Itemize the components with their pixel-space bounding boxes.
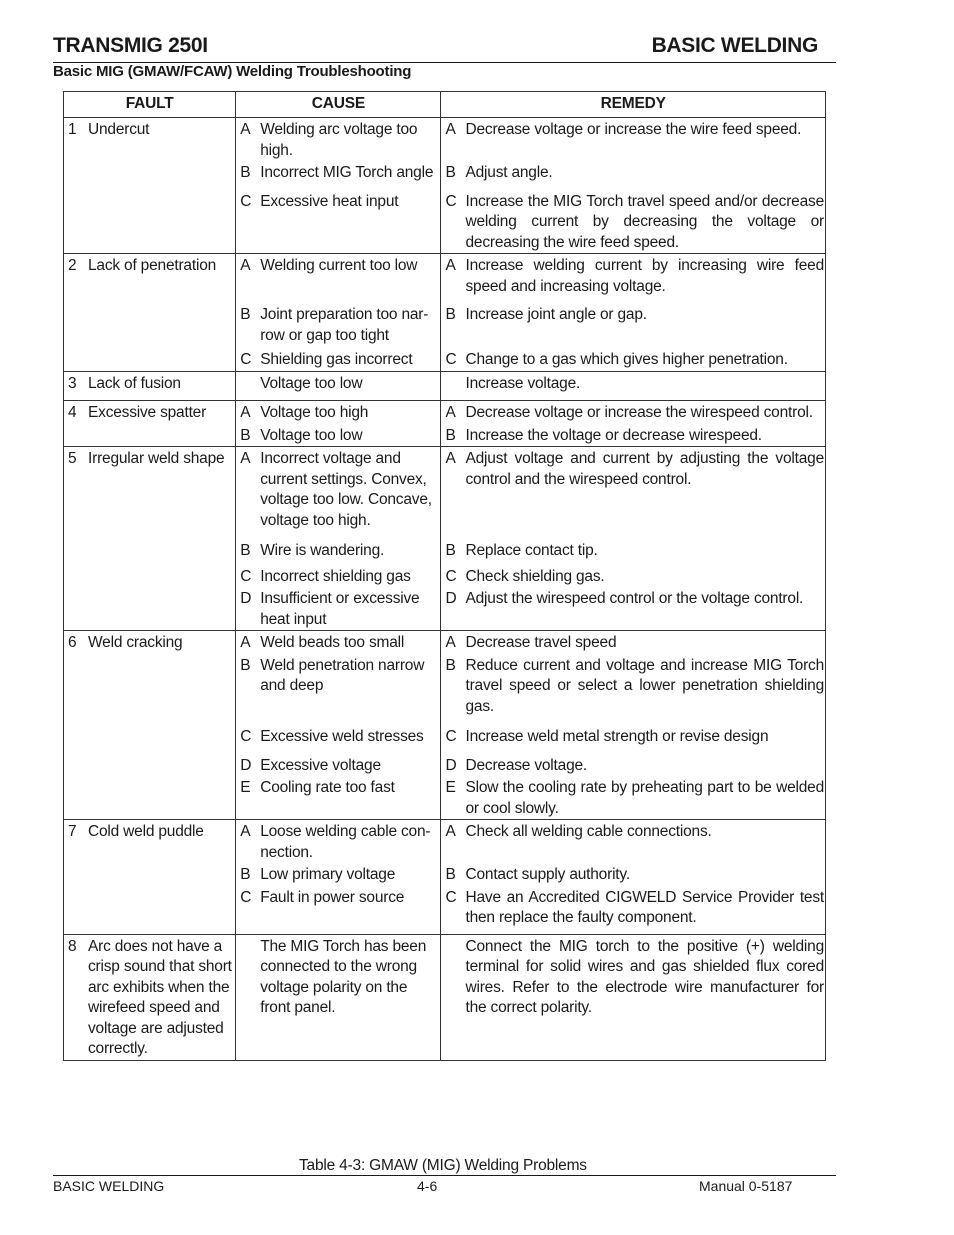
remedy-entry-text: Have an Accredited CIGWELD Service Provider test then replace the faulty component. bbox=[465, 888, 824, 926]
remedy-cell bbox=[441, 447, 826, 540]
cause-cell bbox=[236, 118, 441, 162]
cause-cell bbox=[236, 348, 441, 371]
remedy-entry-key bbox=[445, 374, 465, 395]
remedy-entry-key: C bbox=[445, 888, 457, 906]
remedy-entry bbox=[441, 654, 825, 718]
cause-entry bbox=[236, 754, 440, 777]
fault-entry-key: 7 bbox=[68, 823, 77, 840]
remedy-entry-text: Decrease voltage or increase the wirespeed control. bbox=[465, 404, 813, 421]
cause-cell bbox=[236, 587, 441, 631]
fault-entry-key: 6 bbox=[68, 634, 77, 651]
remedy-entry-text: Contact supply authority. bbox=[465, 866, 630, 883]
remedy-cell bbox=[441, 539, 826, 565]
cause-cell bbox=[236, 254, 441, 304]
cause-entry bbox=[236, 565, 440, 588]
fault-entry-key: 1 bbox=[68, 121, 77, 138]
remedy-entry bbox=[441, 161, 825, 184]
column-header-remedy: REMEDY bbox=[441, 92, 826, 118]
fault-cell bbox=[64, 118, 236, 254]
cause-cell bbox=[236, 303, 441, 348]
cause-entry bbox=[236, 776, 440, 799]
fault-cell bbox=[64, 447, 236, 631]
remedy-entry bbox=[441, 863, 825, 886]
fault-entry-key: 8 bbox=[68, 937, 77, 955]
remedy-entry bbox=[441, 587, 825, 610]
cause-cell bbox=[236, 776, 441, 820]
fault-cell bbox=[64, 254, 236, 372]
remedy-cell bbox=[441, 754, 826, 777]
remedy-entry bbox=[441, 886, 825, 929]
fault-cell bbox=[64, 631, 236, 820]
table-row bbox=[64, 447, 826, 540]
remedy-entry-key: B bbox=[445, 426, 456, 444]
remedy-entry bbox=[441, 820, 825, 843]
fault-entry-text: Lack of penetration bbox=[88, 257, 217, 274]
remedy-entry bbox=[441, 401, 825, 424]
remedy-entry bbox=[441, 725, 825, 748]
fault-entry-key: 3 bbox=[68, 374, 77, 392]
cause-entry-key: A bbox=[240, 823, 251, 840]
cause-cell bbox=[236, 371, 441, 401]
cause-entry-key: D bbox=[240, 590, 252, 607]
table-row bbox=[64, 934, 826, 1060]
remedy-entry-key: B bbox=[445, 656, 456, 674]
cause-entry bbox=[236, 401, 440, 424]
cause-cell bbox=[236, 447, 441, 540]
remedy-cell bbox=[441, 654, 826, 726]
remedy-entry-text: Increase joint angle or gap. bbox=[465, 306, 647, 323]
fault-entry-text: Irregular weld shape bbox=[88, 450, 225, 467]
remedy-entry bbox=[441, 631, 825, 654]
table-row bbox=[64, 631, 826, 654]
table-caption: Table 4-3: GMAW (MIG) Welding Problems bbox=[299, 1157, 587, 1174]
header-title-right: BASIC WELDING bbox=[651, 34, 818, 57]
remedy-cell bbox=[441, 587, 826, 631]
cause-entry-text: Incorrect shielding gas bbox=[260, 567, 411, 585]
remedy-entry-text: Decrease voltage. bbox=[465, 756, 588, 774]
fault-entry bbox=[64, 254, 235, 277]
remedy-cell bbox=[441, 565, 826, 588]
cause-cell bbox=[236, 754, 441, 777]
remedy-entry-key: A bbox=[445, 257, 456, 274]
cause-entry-key: C bbox=[240, 192, 252, 210]
remedy-cell bbox=[441, 886, 826, 935]
cause-entry-text: Excessive voltage bbox=[260, 756, 381, 774]
cause-entry-key: A bbox=[240, 450, 251, 467]
remedy-entry-key: B bbox=[445, 542, 456, 559]
remedy-entry-text: Increase the voltage or decrease wirespeed. bbox=[465, 426, 762, 444]
remedy-entry-key: B bbox=[445, 164, 456, 181]
troubleshooting-table bbox=[63, 91, 826, 1061]
footer-manual-number: Manual 0-5187 bbox=[699, 1178, 793, 1194]
cause-entry-key: A bbox=[240, 257, 251, 274]
cause-entry-key: B bbox=[240, 164, 251, 181]
remedy-entry bbox=[441, 372, 825, 395]
fault-entry-text: Arc does not have a crisp sound that short arc exhibits when the wirefeed speed and voltage are adjusted correctly. bbox=[88, 937, 232, 1057]
cause-entry-key: C bbox=[240, 888, 252, 906]
remedy-entry bbox=[441, 424, 825, 447]
cause-entry bbox=[236, 190, 440, 213]
cause-entry bbox=[236, 631, 440, 654]
remedy-cell bbox=[441, 190, 826, 254]
cause-entry bbox=[236, 654, 440, 697]
cause-entry bbox=[236, 587, 440, 630]
cause-cell bbox=[236, 886, 441, 935]
cause-cell bbox=[236, 161, 441, 190]
cause-entry-text: Voltage too low bbox=[260, 374, 363, 392]
cause-entry-text: Low primary voltage bbox=[260, 866, 396, 883]
remedy-entry-key: C bbox=[445, 192, 457, 210]
remedy-entry-key: D bbox=[445, 590, 457, 607]
remedy-cell bbox=[441, 863, 826, 886]
cause-entry bbox=[236, 539, 440, 562]
cause-entry bbox=[236, 161, 440, 184]
cause-cell bbox=[236, 934, 441, 1060]
cause-cell bbox=[236, 424, 441, 447]
remedy-entry bbox=[441, 539, 825, 562]
cause-entry-key: B bbox=[240, 426, 251, 444]
cause-entry-text: Loose welding cable con-nection. bbox=[260, 823, 431, 861]
cause-entry-text: Wire is wandering. bbox=[260, 542, 385, 559]
remedy-cell bbox=[441, 725, 826, 754]
remedy-cell bbox=[441, 776, 826, 820]
table-row bbox=[64, 254, 826, 304]
remedy-entry bbox=[441, 348, 825, 371]
fault-entry-key: 2 bbox=[68, 257, 77, 274]
remedy-entry-key bbox=[445, 937, 465, 1019]
cause-entry-text: Voltage too low bbox=[260, 426, 363, 444]
cause-entry-text: The MIG Torch has been connected to the wrong voltage polarity on the front panel. bbox=[260, 937, 427, 1016]
remedy-entry-text: Increase welding current by increasing wire feed speed and increasing voltage. bbox=[465, 257, 824, 295]
remedy-cell bbox=[441, 118, 826, 162]
remedy-entry bbox=[441, 254, 825, 297]
fault-entry bbox=[64, 631, 235, 654]
cause-entry-key: A bbox=[240, 121, 251, 138]
cause-entry-text: Incorrect MIG Torch angle bbox=[260, 164, 434, 181]
cause-entry-key bbox=[240, 937, 260, 1019]
cause-entry-key bbox=[240, 374, 260, 395]
remedy-entry-key: A bbox=[445, 404, 456, 421]
remedy-entry-key: A bbox=[445, 823, 456, 840]
cause-entry bbox=[236, 886, 440, 909]
remedy-entry bbox=[441, 776, 825, 819]
cause-entry-key: E bbox=[240, 779, 251, 796]
fault-entry bbox=[64, 118, 235, 141]
fault-entry bbox=[64, 447, 235, 470]
remedy-entry-key: A bbox=[445, 450, 456, 467]
cause-entry-text: Welding arc voltage too high. bbox=[260, 121, 418, 159]
remedy-entry-key: C bbox=[445, 567, 457, 585]
column-header-fault: FAULT bbox=[64, 92, 236, 118]
cause-cell bbox=[236, 539, 441, 565]
cause-entry-text: Joint preparation too nar-row or gap too tight bbox=[260, 306, 429, 344]
cause-cell bbox=[236, 654, 441, 726]
remedy-entry-key: D bbox=[445, 756, 457, 774]
table-row bbox=[64, 820, 826, 864]
remedy-entry-text: Decrease travel speed bbox=[465, 634, 617, 651]
remedy-entry bbox=[441, 303, 825, 326]
cause-entry-text: Voltage too high bbox=[260, 404, 369, 421]
remedy-entry-text: Adjust voltage and current by adjusting the voltage control and the wirespeed control. bbox=[465, 450, 824, 488]
cause-entry-text: Weld penetration narrow and deep bbox=[260, 656, 425, 694]
cause-entry bbox=[236, 424, 440, 447]
cause-entry-key: B bbox=[240, 306, 251, 323]
fault-cell bbox=[64, 934, 236, 1060]
remedy-entry-key: C bbox=[445, 728, 457, 745]
table-row bbox=[64, 401, 826, 424]
cause-entry-text: Weld beads too small bbox=[260, 634, 405, 651]
remedy-entry bbox=[441, 565, 825, 588]
fault-cell bbox=[64, 820, 236, 935]
remedy-cell bbox=[441, 631, 826, 654]
cause-entry bbox=[236, 935, 440, 1019]
remedy-entry bbox=[441, 118, 825, 141]
cause-cell bbox=[236, 401, 441, 424]
cause-cell bbox=[236, 190, 441, 254]
cause-entry-key: C bbox=[240, 567, 252, 585]
remedy-cell bbox=[441, 424, 826, 447]
remedy-entry-text: Adjust the wirespeed control or the voltage control. bbox=[465, 590, 804, 607]
remedy-entry-text: Increase voltage. bbox=[465, 374, 581, 392]
table-body bbox=[64, 118, 826, 1061]
remedy-entry-text: Increase the MIG Torch travel speed and/or decrease welding current by decreasing the voltage or decreasing the wire feed speed. bbox=[465, 192, 824, 251]
fault-entry bbox=[64, 820, 235, 843]
cause-entry-text: Cooling rate too fast bbox=[260, 779, 395, 796]
section-subtitle: Basic MIG (GMAW/FCAW) Welding Troubleshooting bbox=[53, 63, 412, 80]
cause-cell bbox=[236, 725, 441, 754]
cause-entry-key: B bbox=[240, 542, 251, 559]
remedy-entry-text: Check shielding gas. bbox=[465, 567, 605, 585]
remedy-entry bbox=[441, 754, 825, 777]
table-row bbox=[64, 118, 826, 162]
cause-entry bbox=[236, 863, 440, 886]
remedy-cell bbox=[441, 820, 826, 864]
cause-entry bbox=[236, 820, 440, 863]
remedy-entry-text: Increase weld metal strength or revise design bbox=[465, 728, 769, 745]
table-header-row bbox=[64, 92, 826, 118]
table-row bbox=[64, 371, 826, 401]
remedy-entry-key: B bbox=[445, 306, 456, 323]
remedy-entry-text: Replace contact tip. bbox=[465, 542, 598, 559]
fault-entry bbox=[64, 935, 235, 1060]
remedy-cell bbox=[441, 401, 826, 424]
fault-cell bbox=[64, 401, 236, 447]
cause-cell bbox=[236, 820, 441, 864]
fault-cell bbox=[64, 371, 236, 401]
remedy-entry-key: A bbox=[445, 121, 456, 138]
cause-entry-key: D bbox=[240, 756, 252, 774]
cause-entry-key: B bbox=[240, 866, 251, 883]
cause-entry bbox=[236, 447, 440, 531]
footer-rule bbox=[53, 1175, 836, 1176]
remedy-entry-text: Reduce current and voltage and increase MIG Torch travel speed or select a lower penetration shielding gas. bbox=[465, 656, 824, 715]
remedy-entry-text: Change to a gas which gives higher penetration. bbox=[465, 351, 788, 368]
cause-cell bbox=[236, 565, 441, 588]
cause-cell bbox=[236, 863, 441, 886]
remedy-entry-key: B bbox=[445, 866, 456, 883]
remedy-entry-text: Decrease voltage or increase the wire feed speed. bbox=[465, 121, 802, 138]
cause-entry bbox=[236, 725, 440, 748]
remedy-entry-text: Connect the MIG torch to the positive (+) welding terminal for solid wires and gas shielded flux cored wires. Refer to the electrode wire manufacturer for the correct polarity. bbox=[465, 937, 824, 1016]
cause-entry bbox=[236, 254, 440, 277]
cause-entry-text: Shielding gas incorrect bbox=[260, 351, 413, 368]
cause-entry-text: Fault in power source bbox=[260, 888, 405, 906]
cause-entry-text: Insufficient or excessive heat input bbox=[260, 590, 420, 628]
remedy-entry-text: Slow the cooling rate by preheating part to be welded or cool slowly. bbox=[465, 779, 824, 817]
cause-entry-key: A bbox=[240, 634, 251, 651]
cause-entry-text: Excessive heat input bbox=[260, 192, 399, 210]
fault-entry bbox=[64, 401, 235, 424]
footer-page-number: 4-6 bbox=[417, 1178, 438, 1194]
cause-entry-text: Incorrect voltage and current settings. Convex, voltage too low. Concave, voltage too high. bbox=[260, 450, 432, 529]
cause-entry-key: B bbox=[240, 656, 251, 674]
remedy-cell bbox=[441, 371, 826, 401]
cause-entry-key: C bbox=[240, 351, 252, 368]
remedy-entry-key: C bbox=[445, 351, 457, 368]
cause-entry bbox=[236, 118, 440, 161]
fault-entry-key: 4 bbox=[68, 404, 77, 421]
fault-entry-text: Weld cracking bbox=[88, 634, 183, 651]
fault-entry-key: 5 bbox=[68, 450, 77, 467]
cause-entry bbox=[236, 303, 440, 346]
fault-entry-text: Cold weld puddle bbox=[88, 823, 204, 840]
remedy-entry-key: A bbox=[445, 634, 456, 651]
cause-entry bbox=[236, 372, 440, 395]
remedy-entry bbox=[441, 190, 825, 254]
header-title-left: TRANSMIG 250I bbox=[53, 34, 208, 57]
fault-entry bbox=[64, 372, 235, 395]
cause-entry-text: Welding current too low bbox=[260, 257, 418, 274]
remedy-cell bbox=[441, 254, 826, 304]
remedy-entry-text: Adjust angle. bbox=[465, 164, 553, 181]
remedy-entry-key: E bbox=[445, 779, 456, 796]
remedy-cell bbox=[441, 303, 826, 348]
fault-entry-text: Lack of fusion bbox=[88, 374, 181, 392]
cause-entry-key: A bbox=[240, 404, 251, 421]
fault-entry-text: Undercut bbox=[88, 121, 150, 138]
remedy-cell bbox=[441, 934, 826, 1060]
cause-cell bbox=[236, 631, 441, 654]
remedy-cell bbox=[441, 161, 826, 190]
fault-entry-text: Excessive spatter bbox=[88, 404, 207, 421]
remedy-entry bbox=[441, 447, 825, 490]
footer-section: BASIC WELDING bbox=[53, 1178, 165, 1194]
remedy-cell bbox=[441, 348, 826, 371]
cause-entry bbox=[236, 348, 440, 371]
remedy-entry-text: Check all welding cable connections. bbox=[465, 823, 712, 840]
cause-entry-key: C bbox=[240, 728, 252, 745]
column-header-cause: CAUSE bbox=[236, 92, 441, 118]
cause-entry-text: Excessive weld stresses bbox=[260, 728, 424, 745]
remedy-entry bbox=[441, 935, 825, 1019]
